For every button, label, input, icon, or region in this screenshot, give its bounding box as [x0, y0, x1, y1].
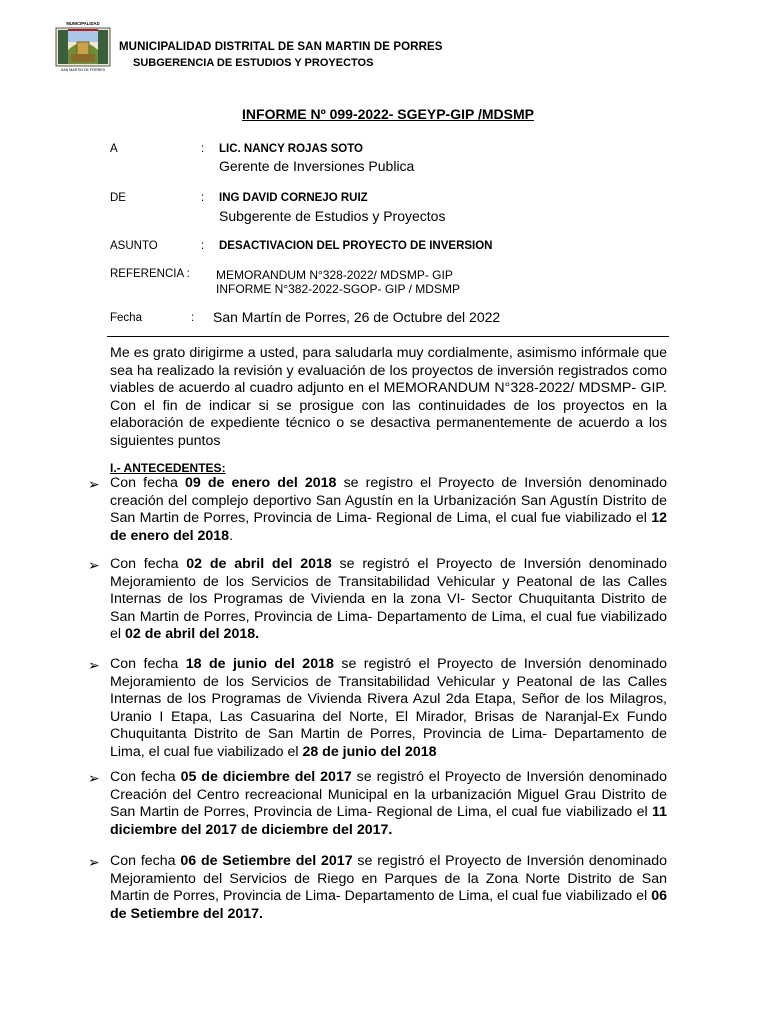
antecedent-item-5: Con fecha 06 de Setiembre del 2017 se registró el Proyecto de Inversión denominado Mejoramiento del Servicios de Riego en Parques de la Zona Norte Distrito de San Martin de Porres, Provincia de Lima- Departamento de Lima, el cual fue viabilizado el 06 de Setiembre del 2017. — [110, 853, 667, 922]
bullet-arrow-icon: ➢ — [88, 854, 100, 870]
section-title: I.- ANTECEDENTES: — [110, 461, 226, 475]
reference-label: REFERENCIA : — [110, 268, 190, 280]
date-text: San Martín de Porres, 26 de Octubre del 2022 — [213, 309, 501, 325]
bullet-arrow-icon: ➢ — [88, 557, 100, 573]
antecedent-item-2: Con fecha 02 de abril del 2018 se registró el Proyecto de Inversión denominado Mejoramiento de los Servicios de Transitabilidad Vehicular y Peatonal de las Calles Internas de los Programas de Vivienda en la zona VI- Sector Chuquitanta Distrito de San Martin de Porres, Provincia de Lima- Departamento de Lima, el cual fue viabilizado el 02 de abril del 2018. — [110, 556, 667, 643]
item-3-register-date: 18 de junio del 2018 — [185, 656, 334, 672]
item-5-viability-date: 06 de Setiembre del 2017. — [110, 888, 667, 922]
date-colon: : — [191, 312, 195, 324]
item-4-viability-date: 11 diciembre del 2017 de diciembre del 2017. — [110, 804, 667, 838]
municipality-logo — [55, 20, 111, 72]
antecedent-item-4: Con fecha 05 de diciembre del 2017 se registró el Proyecto de Inversión denominado Creación del Centro recreacional Municipal en la urbanización Miguel Grau Distrito de San Martin de Porres, Provincia de Lima- Regional de Lima, el cual fue viabilizado el 11 diciembre del 2017 de diciembre del 2017. — [110, 769, 667, 838]
bullet-arrow-icon: ➢ — [88, 657, 100, 673]
antecedent-item-1: Con fecha 09 de enero del 2018 se registro el Proyecto de Inversión denominado creación del complejo deportivo San Agustín en la Urbanización San Agustín Distrito de San Martin de Porres, Provincia de Lima- Regional de Lima, el cual fue viabilizado el 12 de enero del 2018. — [110, 475, 667, 544]
bullet-arrow-icon: ➢ — [88, 476, 100, 492]
from-label: DE — [110, 192, 126, 204]
item-3-viability-date: 28 de junio del 2018 — [302, 743, 437, 760]
from-role: Subgerente de Estudios y Proyectos — [219, 208, 446, 224]
item-2-register-date: 02 de abril del 2018 — [186, 556, 332, 572]
reference-line-2: INFORME N°382-2022-SGOP- GIP / MDSMP — [216, 282, 460, 296]
subject-text: DESACTIVACION DEL PROYECTO DE INVERSION — [219, 240, 493, 252]
subject-label: ASUNTO — [110, 240, 158, 252]
logo-caption-top: MUNICIPALIDAD — [66, 21, 100, 26]
to-label: A — [110, 143, 118, 155]
from-colon: : — [201, 192, 205, 204]
from-name: ING DAVID CORNEJO RUIZ — [219, 192, 368, 204]
header-divider — [107, 336, 669, 337]
logo-caption-bottom: SAN MARTIN DE PORRES — [60, 68, 106, 72]
antecedent-item-3: Con fecha 18 de junio del 2018 se registró el Proyecto de Inversión denominado Mejoramiento de los Servicios de Transitabilidad Vehicular y Peatonal de las Calles Internas de los Programas de Vivienda Rivera Azul 2da Etapa, Señor de los Milagros, Uranio I Etapa, Las Casuarina del Norte, El Mirador, Brisas de Naranjal-Ex Fundo Chuquitanta Distrito de San Martin de Porres, Provincia de Lima- Departamento de Lima, el cual fue viabilizado el 28 de junio del 2018 — [110, 656, 667, 760]
date-label: Fecha — [110, 312, 142, 324]
subject-colon: : — [201, 240, 205, 252]
item-1-register-date: 09 de enero del 2018 — [184, 475, 337, 491]
department-name: SUBGERENCIA DE ESTUDIOS Y PROYECTOS — [133, 57, 374, 69]
to-role: Gerente de Inversiones Publica — [219, 158, 415, 174]
to-name: LIC. NANCY ROJAS SOTO — [219, 143, 363, 155]
item-1-viability-date: 12 de enero del 2018 — [110, 510, 667, 544]
bullet-arrow-icon: ➢ — [88, 770, 100, 786]
to-colon: : — [201, 143, 205, 155]
item-2-viability-date: 02 de abril del 2018. — [124, 626, 260, 643]
institution-name: MUNICIPALIDAD DISTRITAL DE SAN MARTIN DE PORRES — [119, 41, 443, 53]
item-4-register-date: 05 de diciembre del 2017 — [180, 769, 352, 785]
reference-line-1: MEMORANDUM N°328-2022/ MDSMP- GIP — [216, 268, 453, 282]
report-title: INFORME Nº 099-2022- SGEYP-GIP /MDSMP — [242, 106, 534, 122]
intro-paragraph: Me es grato dirigirme a usted, para saludarla muy cordialmente, asimismo infórmale que sea ha realizado la revisión y evaluación de los proyectos de inversión registrados como viables de acuerdo al cuadro adjunto en el MEMORANDUM N°328-2022/ MDSMP- GIP. Con el fin de indicar si se prosigue con las continuidades de los proyectos en la elaboración de expediente técnico o se desactiva permanentemente de acuerdo a los siguientes puntos — [110, 345, 667, 449]
item-5-register-date: 06 de Setiembre del 2017 — [180, 853, 353, 869]
